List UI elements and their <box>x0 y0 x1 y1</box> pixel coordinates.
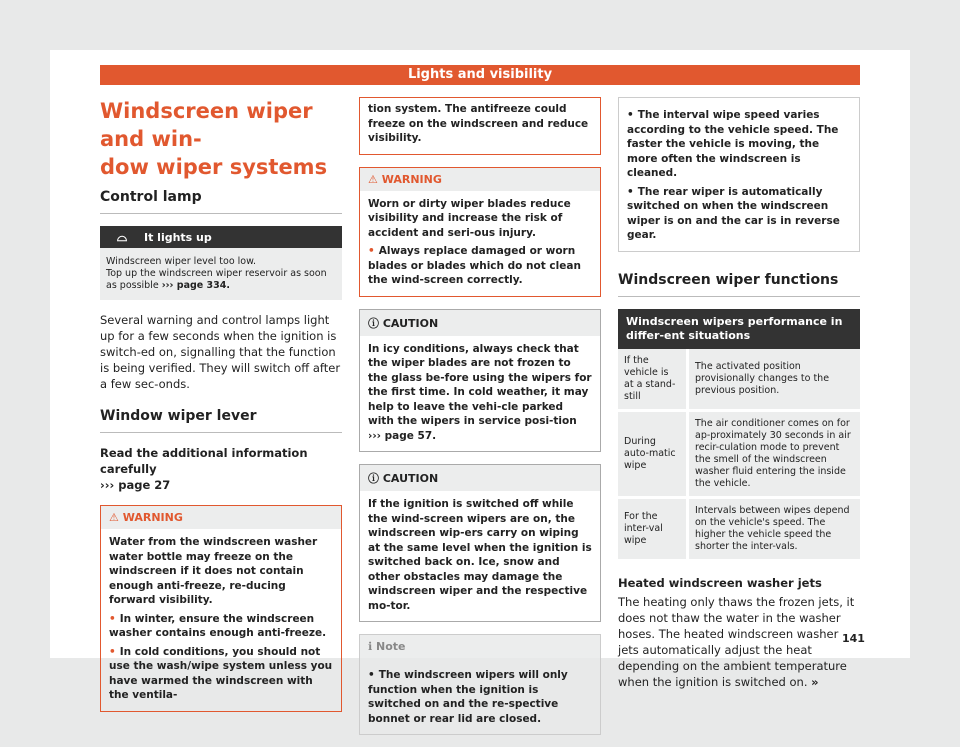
warning-title: ⚠ WARNING <box>360 168 600 191</box>
caution-body: If the ignition is switched off while the wind-screen wipers are on, the windscreen wip-ers carry on wiping at the same level when the ignition is switched back on. Ice, snow and other obstacles may damage the windscreen wiper and the respective mo-tor. <box>368 498 592 612</box>
column-1 <box>100 97 342 724</box>
warning-box <box>359 167 601 297</box>
functions-table <box>618 349 860 562</box>
read-more-text: Read the additional information carefully ››› page 27 <box>100 446 308 492</box>
page-title: Windscreen wiper and win- dow wiper systems <box>100 99 328 179</box>
continue-arrow: » <box>811 674 819 689</box>
wiper-lever-heading: Window wiper lever <box>100 408 342 433</box>
table-title: Windscreen wipers performance in differ-ent situations <box>618 309 860 349</box>
caution-box <box>359 464 601 622</box>
warning-body: Water from the windscreen washer water bottle may freeze on the windscreen if it does not contain enough anti-freeze, re-ducing forward visibility. • In winter, ensure the windscreen washer contains enough anti-freeze. • In cold conditions, you should not use the wash/wipe system unless you have warmed the windscreen with the ventila- <box>101 529 341 711</box>
page-ref-link[interactable]: ››› page 334. <box>161 280 230 291</box>
note-title: ℹ Note <box>360 635 600 658</box>
caution-body: In icy conditions, always check that the wiper blades are not frozen to the glass be-fore using the wipers for the first time. In cold weather, it may help to leave the vehi-cle parked with the wipers in service posi-tion ››› page 57. <box>368 342 592 442</box>
table-row: For the inter-val wipe Intervals between wipes depend on the vehicle's speed. The higher the vehicle speed the shorter the inter-vals. <box>618 497 860 560</box>
functions-heading: Windscreen wiper functions <box>618 272 860 297</box>
column-3 <box>618 97 860 690</box>
warning-title: ⚠ WARNING <box>101 506 341 529</box>
body-text: Several warning and control lamps light up for a few seconds when the ignition is switch-ed on, signalling that the function is being verified. They will switch off after a few sec-onds. <box>100 313 341 391</box>
note-continued-box <box>618 97 860 252</box>
note-body: • The windscreen wipers will only function when the ignition is switched on and the re-spective bonnet or rear lid are closed. <box>360 658 600 734</box>
page-number: 141 <box>842 632 865 645</box>
control-lamp-heading: Control lamp <box>100 189 342 214</box>
caution-title: ⓘ CAUTION <box>360 310 600 336</box>
section-header: Lights and visibility <box>100 65 860 85</box>
warning-continued-box: tion system. The antifreeze could freeze on the windscreen and reduce visibility. <box>359 97 601 155</box>
wiper-lamp-icon: ⌓ <box>116 229 128 245</box>
note-body: • The interval wipe speed varies according to the vehicle speed. The faster the vehicle is moving, the more often the windscreen is cleaned. • The rear wiper is automatically switched on when the windscreen wiper is on and the car is in reverse gear. <box>619 98 859 251</box>
column-2 <box>359 97 601 747</box>
note-box <box>359 634 601 735</box>
page-ref-link[interactable]: ››› page 27 <box>100 478 171 492</box>
heated-jets-heading: Heated windscreen washer jets <box>618 575 822 590</box>
table-row: During auto-matic wipe The air conditioner comes on for ap-proximately 30 seconds in air recir-culation mode to prevent the smell of the windscreen washer fluid entering the inside the vehicle. <box>618 410 860 497</box>
warning-box <box>100 505 342 712</box>
lamp-description: Windscreen wiper level too low. Top up the windscreen wiper reservoir as soon as possible ››› page 334. <box>100 248 342 300</box>
warning-body: Worn or dirty wiper blades reduce visibility and increase the risk of accident and seri-ous injury. • Always replace damaged or worn blades or blades which do not clean the wind-screen correctly. <box>360 191 600 296</box>
lamp-header: ⌓ It lights up <box>100 226 342 248</box>
table-row: If the vehicle is at a stand-still The activated position provisionally changes to the previous position. <box>618 349 860 411</box>
heated-jets-text: The heating only thaws the frozen jets, it does not thaw the water in the washer hoses. The heated windscreen washer jets automatically adjust the heat depending on the ambient temperature when the ignition is switched on. » <box>618 594 855 689</box>
caution-box <box>359 309 601 453</box>
caution-title: ⓘ CAUTION <box>360 465 600 491</box>
